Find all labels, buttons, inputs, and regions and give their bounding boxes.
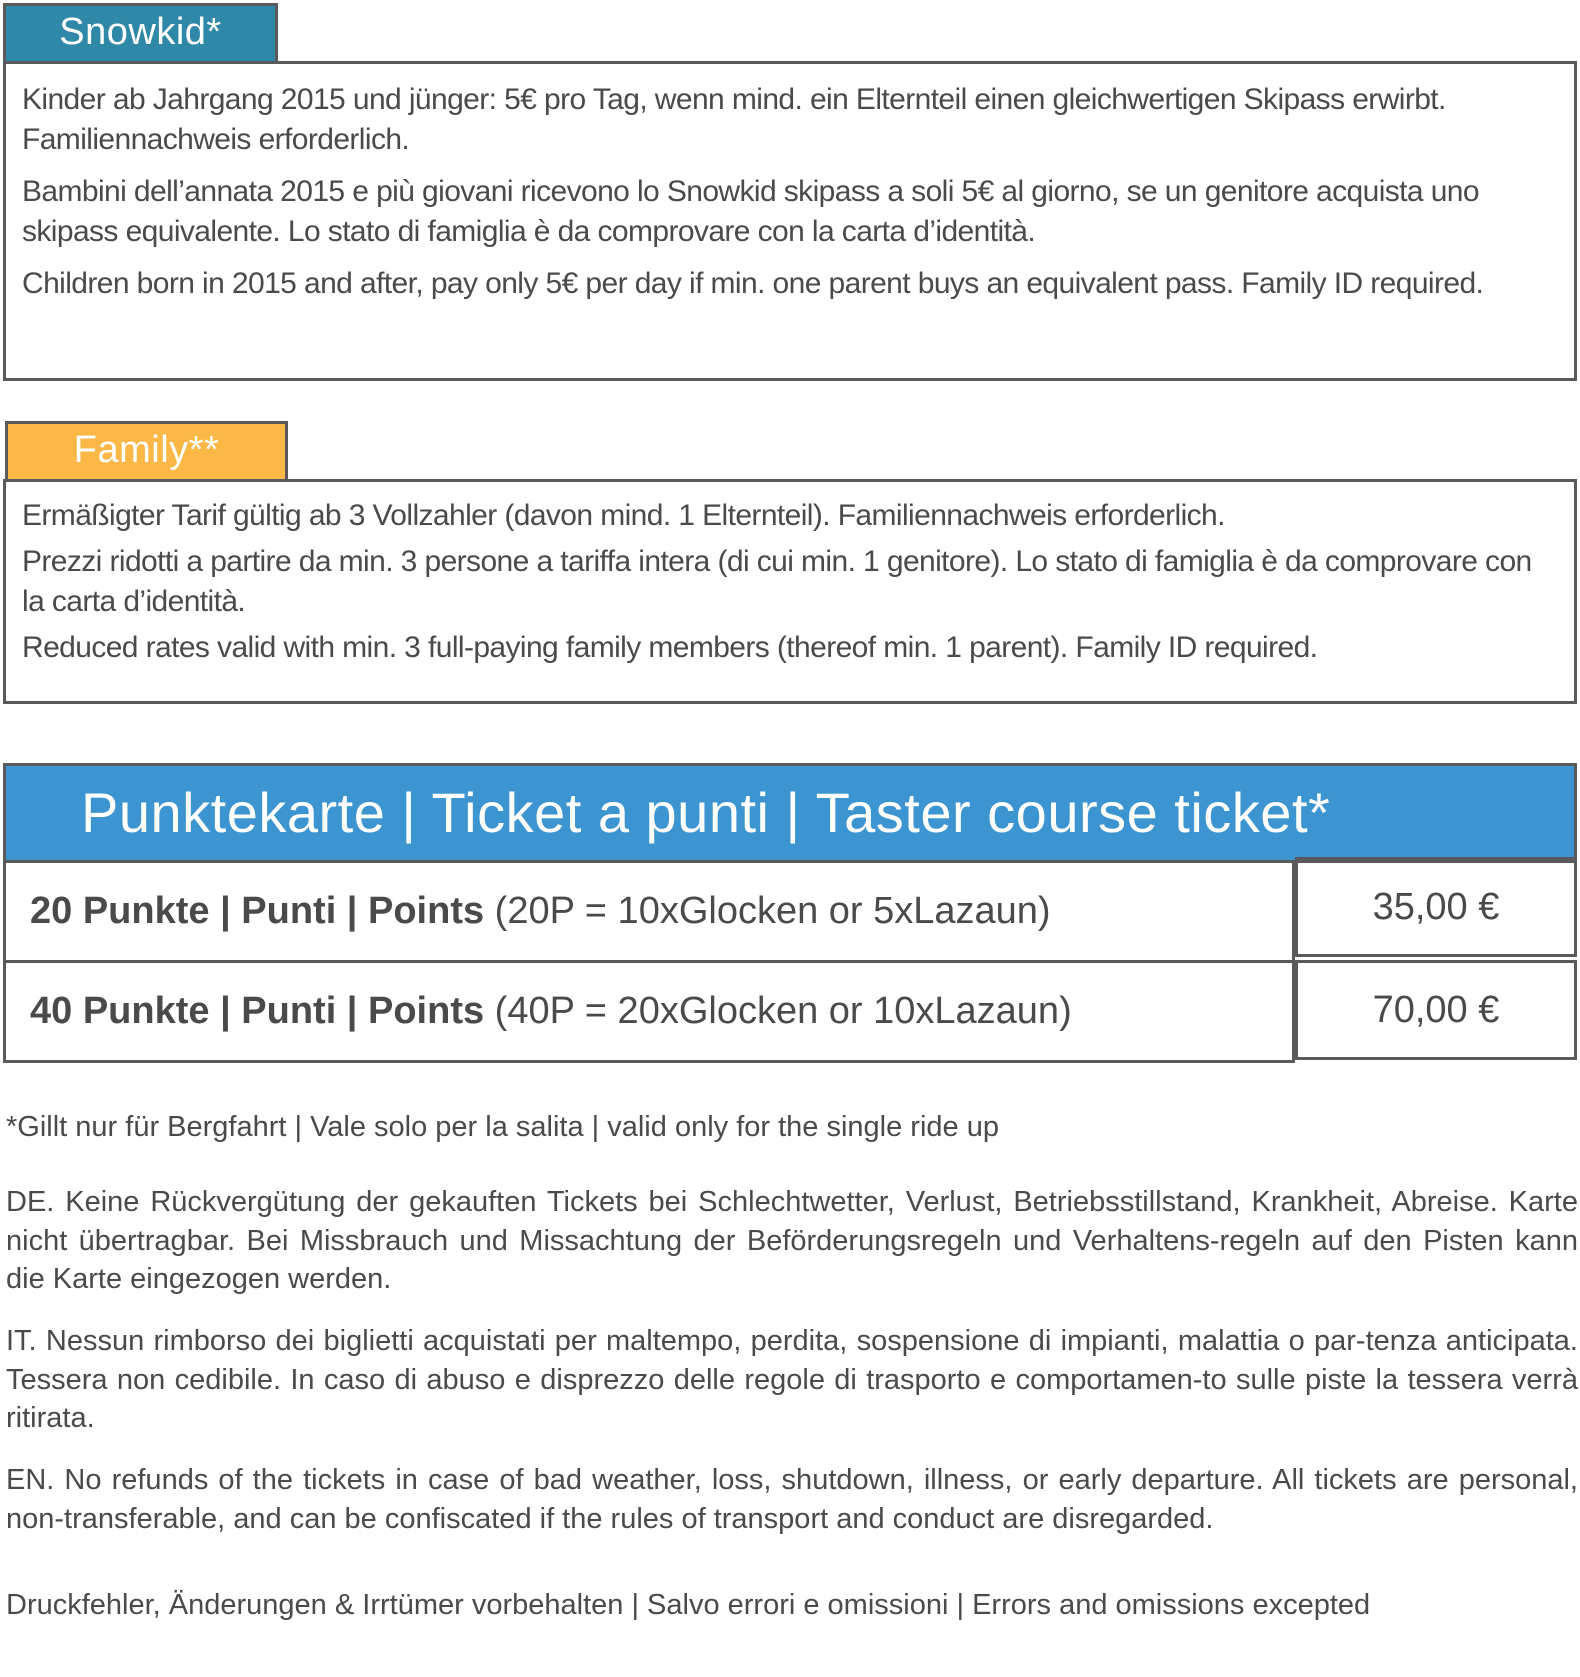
snowkid-text-de: Kinder ab Jahrgang 2015 und jünger: 5€ pro Tag, wenn mind. ein Elternteil einen gleichwertigen Skipass erwirbt. Familiennachweis erforderlich. bbox=[22, 83, 1446, 156]
snowkid-info-box bbox=[3, 61, 1577, 381]
table-row bbox=[3, 963, 1577, 1063]
points-price: 70,00 € bbox=[1295, 960, 1577, 1060]
points-label-detail: (40P = 20xGlocken or 10xLazaun) bbox=[484, 990, 1072, 1032]
legal-text-en: EN. No refunds of the tickets in case of bad weather, loss, shutdown, illness, or early departure. All tickets are personal, non-transferable, and can be confiscated if the rules of transport and conduct are disregarded. bbox=[6, 1464, 1578, 1535]
points-label bbox=[3, 860, 1295, 963]
points-label-detail: (20P = 10xGlocken or 5xLazaun) bbox=[484, 890, 1051, 932]
footnote: *Gillt nur für Bergfahrt | Vale solo per la salita | valid only for the single ride up bbox=[6, 1111, 999, 1143]
legal-text-it: IT. Nessun rimborso dei biglietti acquistati per maltempo, perdita, sospensione di impianti, malattia o par-tenza anticipata. Tessera non cedibile. In caso di abuso e disprezzo delle regole di trasporto e comportamen-to sulle piste la tessera verrà ritirata. bbox=[6, 1325, 1578, 1434]
disclaimer: Druckfehler, Änderungen & Irrtümer vorbehalten | Salvo errori e omissioni | Errors and omissions excepted bbox=[6, 1589, 1371, 1621]
table-row bbox=[3, 863, 1577, 963]
points-label-bold: 40 Punkte | Punti | Points bbox=[30, 990, 485, 1032]
family-text-en: Reduced rates valid with min. 3 full-paying family members (thereof min. 1 parent). Family ID required. bbox=[22, 631, 1318, 664]
points-ticket-title: Punktekarte | Ticket a punti | Taster course ticket* bbox=[3, 763, 1577, 863]
family-tab: Family** bbox=[5, 421, 288, 481]
points-label bbox=[3, 960, 1295, 1063]
legal-text-de: DE. Keine Rückvergütung der gekauften Tickets bei Schlechtwetter, Verlust, Betriebsstillstand, Krankheit, Abreise. Karte nicht übertragbar. Bei Missbrauch und Missachtung der Beförderungsregeln und Verhaltens-regeln auf den Pisten kann die Karte eingezogen werden. bbox=[6, 1186, 1578, 1295]
points-ticket-table bbox=[3, 763, 1577, 1063]
family-info-box bbox=[3, 479, 1577, 704]
snowkid-tab: Snowkid* bbox=[3, 3, 278, 63]
points-label-bold: 20 Punkte | Punti | Points bbox=[30, 890, 485, 932]
snowkid-text-it: Bambini dell’annata 2015 e più giovani ricevono lo Snowkid skipass a soli 5€ al giorno, se un genitore acquista uno skipass equivalente. Lo stato di famiglia è da comprovare con la carta d’identità. bbox=[22, 175, 1479, 248]
points-price: 35,00 € bbox=[1295, 857, 1577, 957]
family-text-it: Prezzi ridotti a partire da min. 3 persone a tariffa intera (di cui min. 1 genitore). Lo stato di famiglia è da comprovare con la carta d’identità. bbox=[22, 545, 1532, 618]
snowkid-text-en: Children born in 2015 and after, pay only 5€ per day if min. one parent buys an equivalent pass. Family ID required. bbox=[22, 267, 1484, 300]
family-text-de: Ermäßigter Tarif gültig ab 3 Vollzahler (davon mind. 1 Elternteil). Familiennachweis erforderlich. bbox=[22, 499, 1225, 532]
